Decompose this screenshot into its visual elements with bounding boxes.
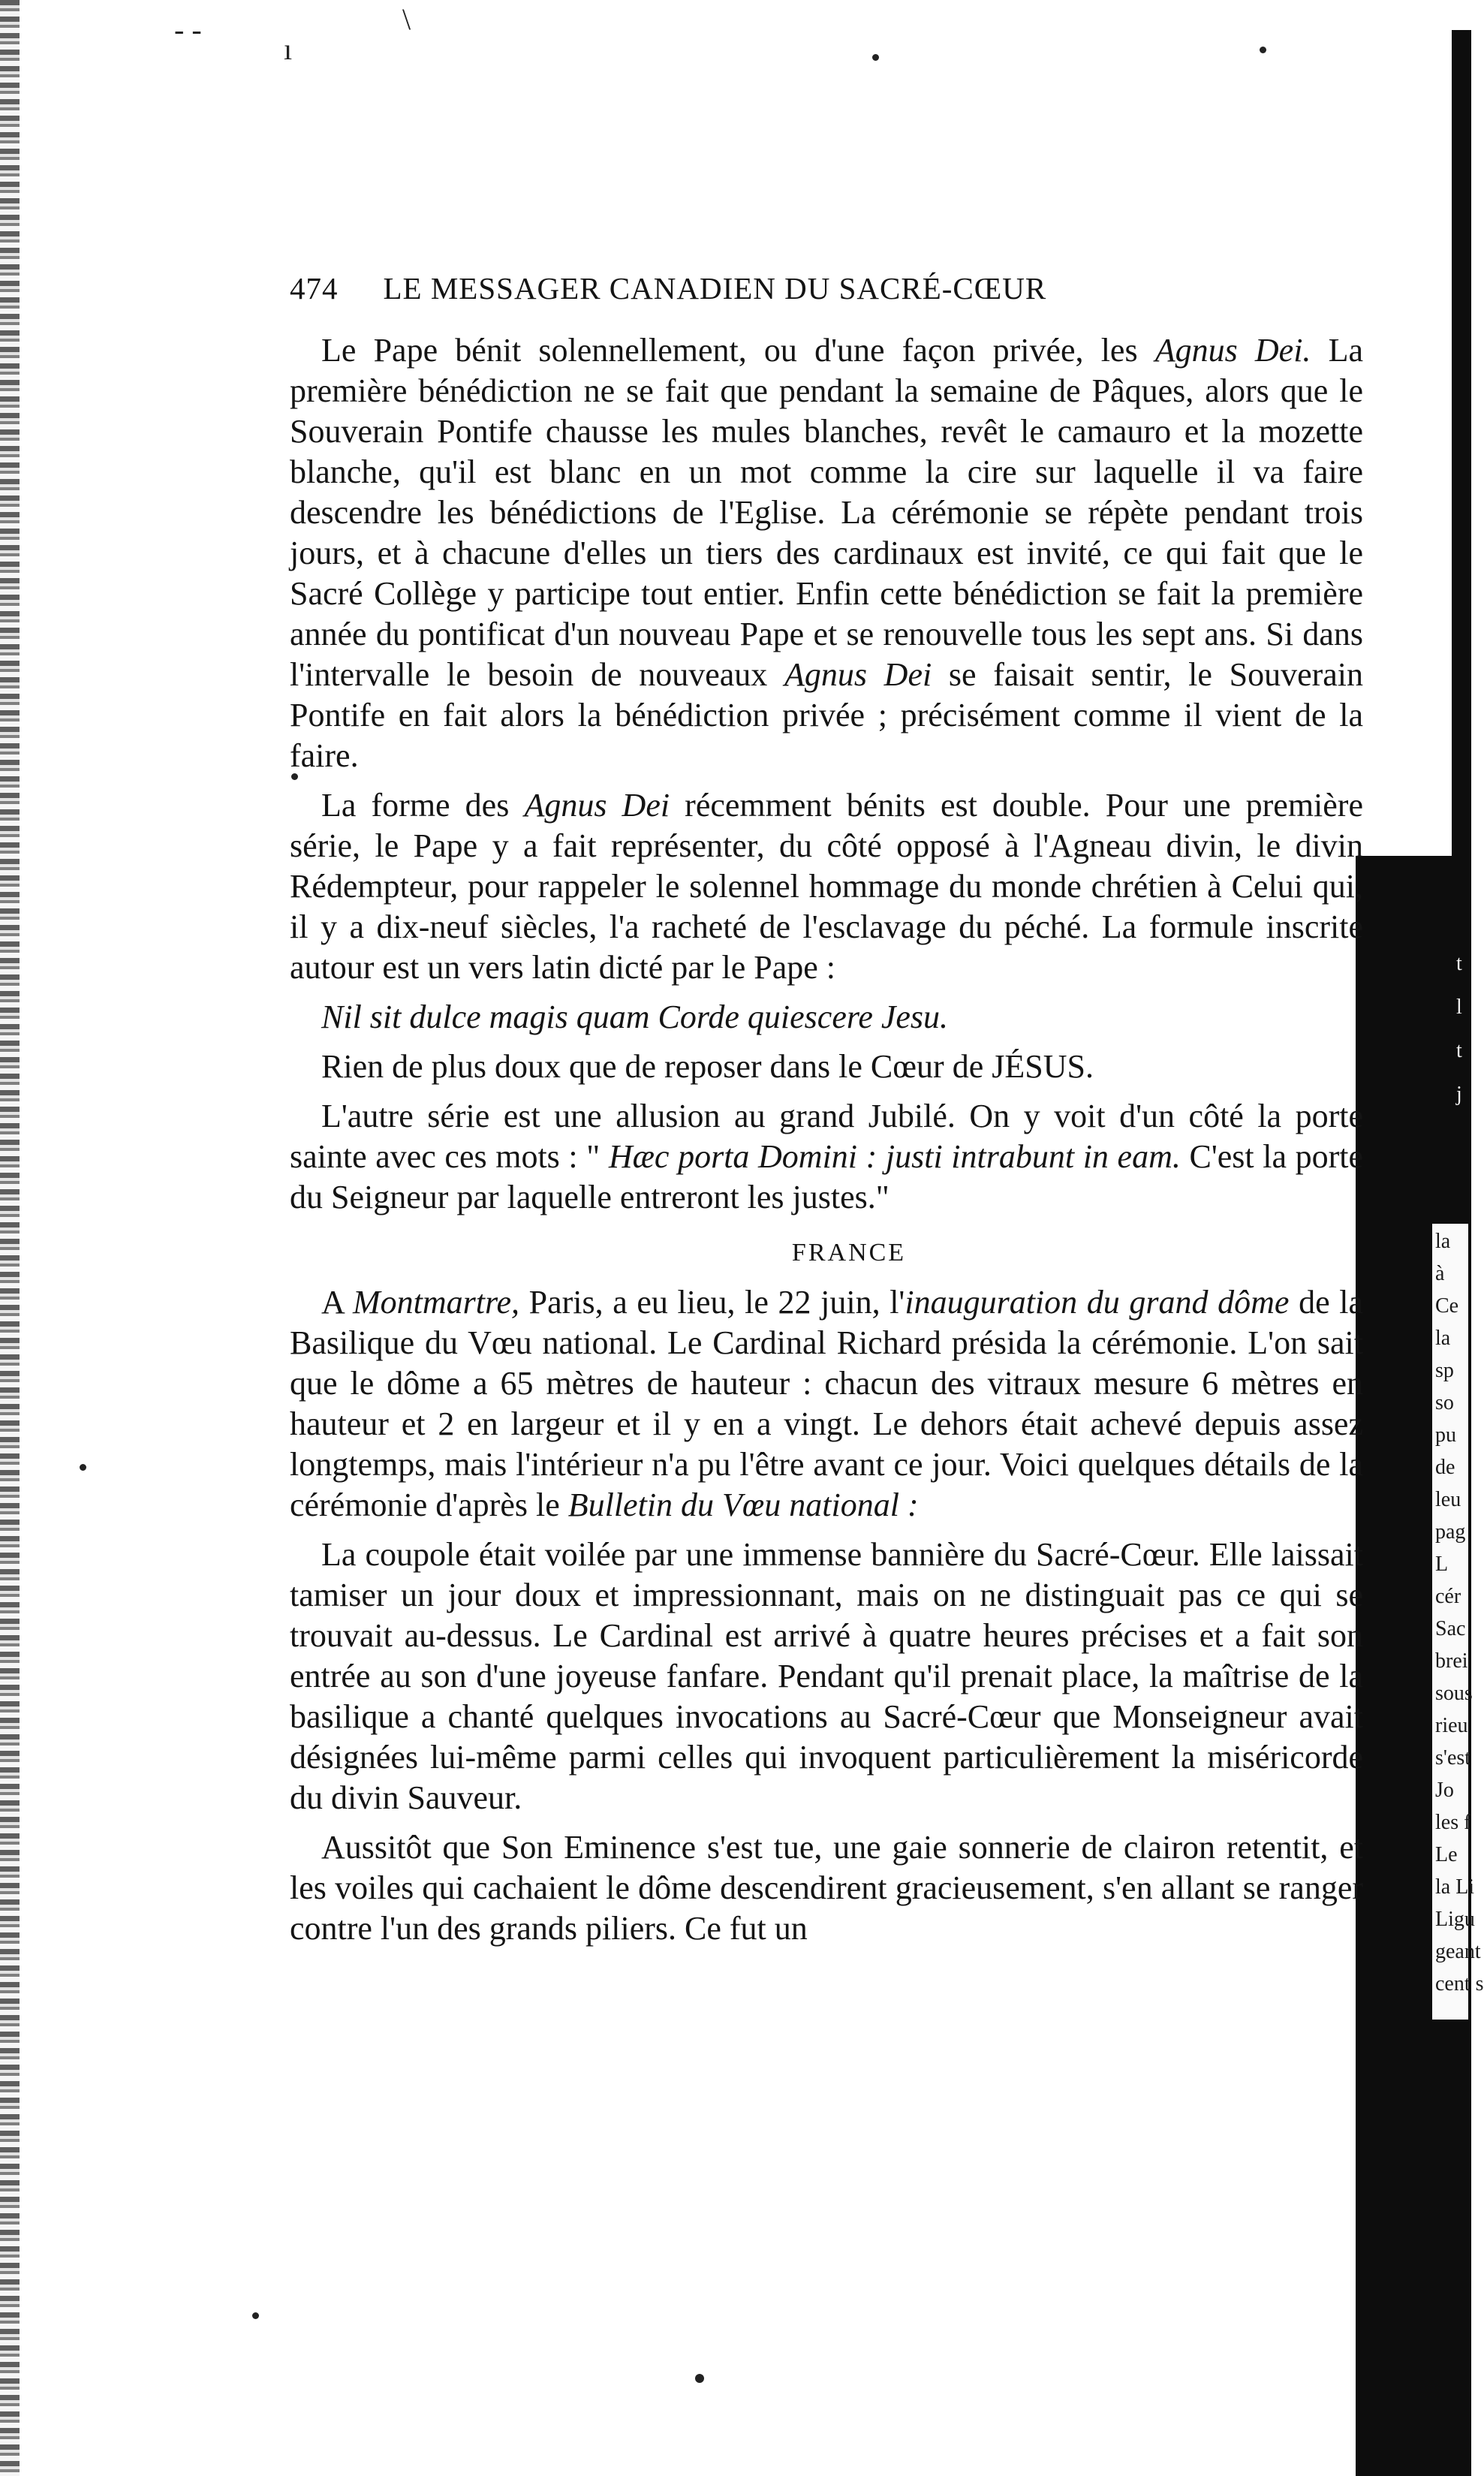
running-header: [290, 270, 1341, 306]
text-run: A: [321, 1284, 353, 1321]
paragraph-agnus-dei-blessing: [290, 330, 1363, 776]
adjacent-page-fragment: L: [1435, 1553, 1449, 1576]
page-number: 474: [290, 271, 339, 306]
running-title: LE MESSAGER CANADIEN DU SACRÉ-CŒUR: [383, 271, 1047, 306]
adjacent-page-fragment: de: [1435, 1456, 1455, 1479]
text-run: Paris, a eu lieu, le 22 juin, l': [519, 1284, 905, 1321]
italic-run: Hæc porta Domini : justi intrabunt in eam.: [608, 1138, 1181, 1175]
text-run: C'est la porte du Seigneur par laquelle entreront les justes.": [290, 1138, 1363, 1215]
scan-mark: \: [402, 2, 411, 36]
section-heading-france: FRANCE: [791, 1239, 907, 1267]
scan-mark: ‑ ‑: [174, 13, 202, 47]
adjacent-page-fragment: t: [1456, 1039, 1462, 1062]
adjacent-page-fragment: so: [1435, 1391, 1454, 1414]
page-body: [290, 330, 1363, 1958]
adjacent-page-fragment: Jo: [1435, 1779, 1454, 1802]
adjacent-page-fragment: Le: [1435, 1843, 1458, 1866]
adjacent-page-fragment: la: [1435, 1327, 1451, 1350]
scanned-binding-edge: [0, 0, 20, 2476]
paragraph-jubilee-series: [290, 1096, 1363, 1218]
scan-speck: [1260, 47, 1266, 53]
paragraph-coupole: La coupole était voilée par une immense bannière du Sacré-Cœur. Elle laissait tamiser un jour doux et impressionnant, mais on ne distinguait pas ce qui se trouvait au-dessus. Le Cardinal est arrivé à quatre heures précises et a fait son entrée au son d'une joyeuse fanfare. Pendant qu'il prenait place, la maîtrise de la basilique a chanté quelques invocations au Sacré-Cœur que Monseigneur avait désignées lui-même parmi celles qui invoquent particulièrement la miséricorde du divin Sauveur.: [290, 1536, 1363, 1816]
adjacent-page-fragment: brei: [1435, 1649, 1468, 1673]
adjacent-page-fragment: leu: [1435, 1488, 1461, 1511]
italic-run: Bulletin du Vœu national :: [567, 1487, 919, 1523]
paragraph-clairon: Aussitôt que Son Eminence s'est tue, une gaie sonnerie de clairon retentit, et les voiles qui cachaient le dôme descendirent gracieusement, s'en allant se ranger contre l'un des grands piliers. Ce fut un: [290, 1829, 1363, 1947]
italic-run: inauguration du grand dôme: [905, 1284, 1290, 1321]
italic-run: Montmartre,: [352, 1284, 519, 1321]
text-run: La forme des: [321, 787, 525, 824]
scan-speck: [695, 2374, 704, 2383]
text-run: La première bénédiction ne se fait que pendant la semaine de Pâques, alors que le Souverain Pontife chausse les mules blanches, revêt le camauro et la mozette blanche, qu'il est blanc en un mot comme la cire sur laquelle il va faire descendre les bénédictions de l'Eglise. La cérémonie se répète pendant trois jours, et à chacune d'elles un tiers des cardinaux est invité, ce qui fait que le Sacré Collège y participe tout entier. Enfin cette bénédiction se fait la première année du pontificat d'un nouveau Pape et se renouvelle tous les sept ans. Si dans l'intervalle le besoin de nouveaux: [290, 332, 1364, 693]
adjacent-page-fragment: pag: [1435, 1520, 1466, 1544]
adjacent-page-fragment: cér: [1435, 1585, 1461, 1608]
latin-verse: Nil sit dulce magis quam Corde quiescere Jesu.: [321, 999, 949, 1035]
adjacent-page-fragment: la: [1435, 1230, 1451, 1253]
scan-mark: ı: [284, 32, 293, 66]
text-run: de la Basilique du Vœu national. Le Cardinal Richard présida la cérémonie. L'on sait que le dôme a 65 mètres de hauteur : chacun des vitraux mesure 6 mètres en hauteur et 2 en largeur et il y en a vingt. Le dehors était achevé depuis assez longtemps, mais l'intérieur n'a pu l'être avant ce jour. Voici quelques détails de la cérémonie d'après le: [290, 1284, 1363, 1523]
text-run: L'autre série est une allusion au grand Jubilé. On y voit d'un côté la porte sainte avec ces mots : ": [290, 1098, 1363, 1175]
verse-translation: Rien de plus doux que de reposer dans le Cœur de JÉSUS.: [321, 1048, 1094, 1085]
adjacent-page-fragment: pu: [1435, 1423, 1456, 1447]
paragraph-montmartre: [290, 1282, 1363, 1526]
adjacent-page-fragment: à: [1435, 1262, 1445, 1285]
adjacent-page-fragment: geant: [1435, 1940, 1481, 1963]
scan-speck: [872, 54, 879, 61]
scan-shadow-top: [1452, 30, 1471, 863]
scan-speck: [80, 1464, 86, 1471]
italic-run: Agnus Dei: [784, 656, 932, 693]
adjacent-page-fragment: Ce: [1435, 1294, 1459, 1318]
adjacent-page-fragment: s'est: [1435, 1746, 1471, 1770]
adjacent-page-fragment: Ligu: [1435, 1908, 1475, 1931]
paragraph-agnus-dei-form: [290, 785, 1363, 988]
adjacent-page-fragment: rieu: [1435, 1714, 1468, 1737]
italic-run: Agnus Dei: [524, 787, 670, 824]
text-run: se faisait sentir, le Souverain Pontife en fait alors la bénédiction privée ; précisément comme il vient de la faire.: [290, 656, 1364, 774]
adjacent-page-fragment: sp: [1435, 1359, 1454, 1382]
text-run: récemment bénits est double. Pour une première série, le Pape y a fait représenter, du côté opposé à l'Agneau divin, le divin Rédempteur, pour rappeler le solennel hommage du monde chrétien à Celui qui, il y a dix-neuf siècles, l'a racheté de l'esclavage du péché. La formule inscrite autour est un vers latin dicté par le Pape :: [290, 787, 1363, 986]
italic-run: Agnus Dei.: [1154, 332, 1311, 369]
adjacent-page-fragment: la Li: [1435, 1875, 1475, 1899]
scan-speck: [252, 2312, 259, 2319]
adjacent-page-fragment: les f: [1435, 1811, 1471, 1834]
text-run: Le Pape bénit solennellement, ou d'une façon privée, les: [321, 332, 1155, 369]
adjacent-page-fragment: j: [1456, 1083, 1462, 1106]
adjacent-page-fragment: t: [1456, 952, 1462, 975]
adjacent-page-fragment: l: [1456, 996, 1462, 1019]
adjacent-page-fragment: Sac: [1435, 1617, 1466, 1640]
adjacent-page-fragment: cent s: [1435, 1972, 1484, 1996]
adjacent-page-fragment: sous: [1435, 1682, 1473, 1705]
